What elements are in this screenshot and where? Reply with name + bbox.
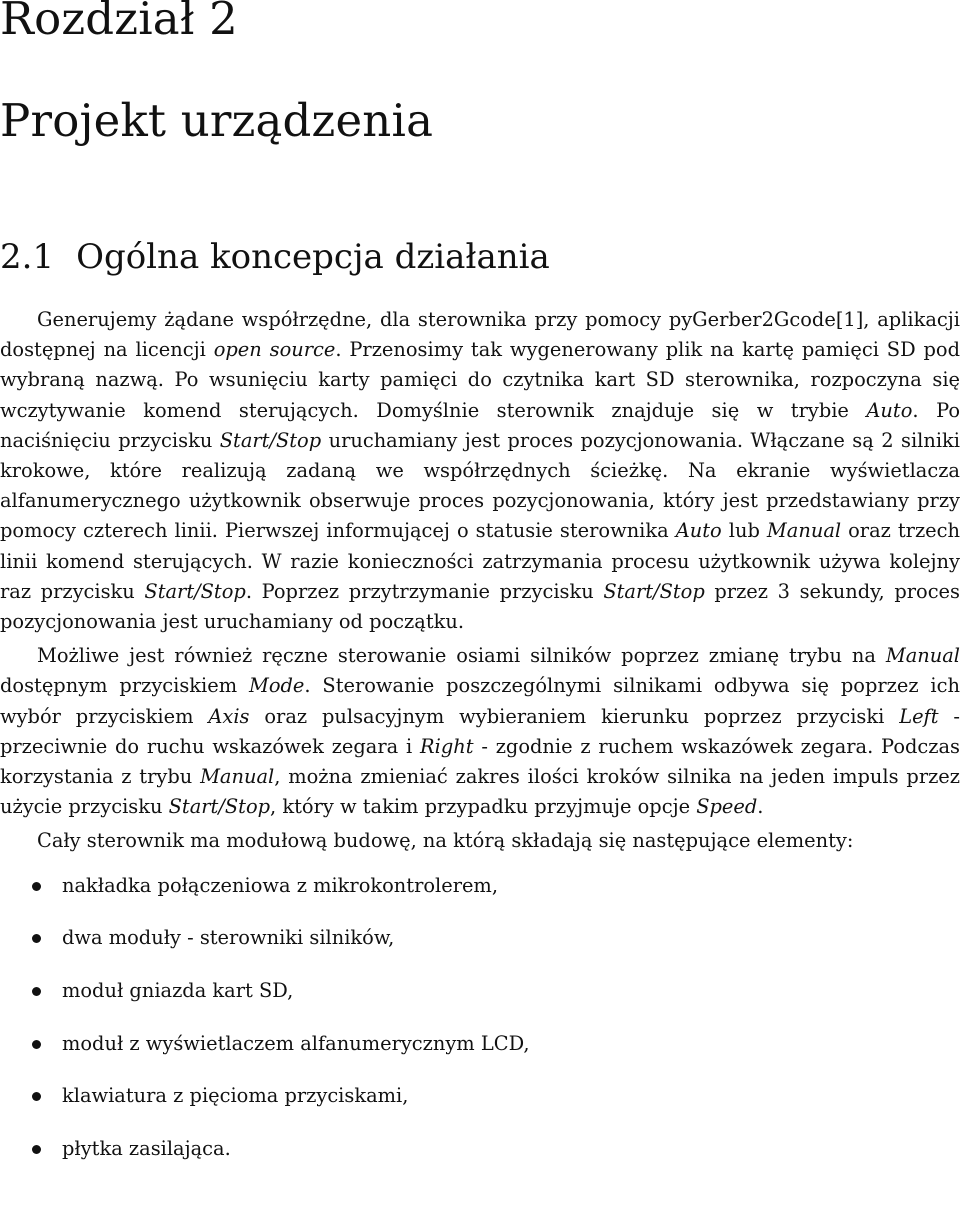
- italic-term: open source: [213, 338, 336, 362]
- italic-term: Manual: [200, 765, 275, 789]
- text-run: . Poprzez przytrzymanie przycisku: [245, 579, 604, 603]
- list-item: [0, 923, 960, 953]
- bullet-icon: [32, 987, 41, 996]
- section-heading: [0, 237, 550, 278]
- text-run: przez 3 sekundy, proces pozycjonowania jest uruchamiany od początku.: [0, 579, 960, 634]
- list-item: [0, 1029, 960, 1059]
- paragraph-3: [0, 826, 960, 856]
- text-run: .: [757, 795, 764, 819]
- italic-term: Speed: [696, 795, 758, 819]
- text-run: Cały sterownik ma modułową budowę, na którą składają się następujące elementy:: [37, 829, 854, 853]
- text-run: , który w takim przypadku przyjmuje opcje: [270, 795, 697, 819]
- text-run: lub: [721, 519, 767, 543]
- text-run: oraz trzech linii komend sterujących. W razie konieczności zatrzymania procesu użytkownik używa kolejny raz przycisku: [0, 519, 960, 603]
- bullet-icon: [32, 1145, 41, 1154]
- text-run: Możliwe jest również ręczne sterowanie osiami silników poprzez zmianę trybu na: [37, 644, 886, 668]
- bullet-icon: [32, 1092, 41, 1101]
- chapter-title: Projekt urządzenia: [0, 94, 434, 147]
- italic-term: Start/Stop: [603, 579, 705, 603]
- list-item-label: klawiatura z pięcioma przyciskami,: [62, 1084, 409, 1108]
- list-item-label: płytka zasilająca.: [62, 1137, 231, 1161]
- italic-term: Start/Stop: [168, 795, 271, 819]
- list-item-label: moduł gniazda kart SD,: [62, 979, 294, 1003]
- list-item: [0, 1081, 960, 1111]
- bullet-icon: [32, 882, 41, 891]
- italic-term: Start/Stop: [219, 428, 322, 452]
- italic-term: Mode: [248, 674, 305, 698]
- section-number: 2.1: [0, 237, 55, 277]
- bullet-icon: [32, 934, 41, 943]
- list-item-label: moduł z wyświetlaczem alfanumerycznym LCD,: [62, 1031, 530, 1055]
- italic-term: Manual: [885, 644, 960, 668]
- text-run: oraz pulsacyjnym wybieraniem kierunku poprzez przyciski: [249, 704, 900, 728]
- bullet-icon: [32, 1040, 41, 1049]
- italic-term: Right: [420, 734, 474, 758]
- italic-term: Start/Stop: [144, 579, 246, 603]
- text-run: . Po naciśnięciu przycisku: [0, 398, 960, 452]
- italic-term: Manual: [766, 519, 842, 543]
- list-item: [0, 1134, 960, 1164]
- list-item-label: dwa moduły - sterowniki silników,: [62, 926, 395, 950]
- paragraph-2: [0, 641, 960, 822]
- list-item: [0, 976, 960, 1006]
- list-item-label: nakładka połączeniowa z mikrokontrolerem,: [62, 873, 498, 897]
- text-run: uruchamiany jest proces pozycjonowania. Włączane są 2 silniki krokowe, które realizują zadaną we współrzędnych ścieżkę. Na ekranie wyświetlacza alfanumerycznego użytkownik obserwuje proces pozycjonowania, który jest przedstawiany przy pomocy czterech linii. Pierwszej informującej o statusie sterownika: [0, 428, 960, 543]
- list-item: [0, 871, 960, 901]
- italic-term: Auto: [675, 519, 722, 543]
- components-list: [0, 871, 960, 1164]
- text-run: dostępnym przyciskiem: [0, 674, 249, 698]
- text-run: Generujemy żądane współrzędne, dla sterownika przy pomocy pyGerber2Gcode[1], aplikacji dostępnej na licencji: [0, 308, 960, 362]
- paragraph-1: [0, 305, 960, 637]
- text-run: - przeciwnie do ruchu wskazówek zegara i: [0, 704, 960, 758]
- italic-term: Left: [899, 704, 939, 728]
- section-body: [0, 305, 960, 1187]
- chapter-label: Rozdział 2: [0, 0, 238, 45]
- text-run: . Przenosimy tak wygenerowany plik na kartę pamięci SD pod wybraną nazwą. Po wsunięciu karty pamięci do czytnika kart SD sterownika, rozpoczyna się wczytywanie komend sterujących. Domyślnie sterownik znajduje się w trybie: [0, 338, 960, 422]
- text-run: . Sterowanie poszczególnymi silnikami odbywa się poprzez ich wybór przyciskiem: [0, 674, 960, 728]
- text-run: - zgodnie z ruchem wskazówek zegara. Podczas korzystania z trybu: [0, 734, 960, 789]
- text-run: , można zmieniać zakres ilości kroków silnika na jeden impuls przez użycie przycisku: [0, 765, 960, 819]
- italic-term: Axis: [208, 704, 250, 728]
- section-title: Ogólna koncepcja działania: [76, 237, 550, 277]
- italic-term: Auto: [866, 398, 913, 422]
